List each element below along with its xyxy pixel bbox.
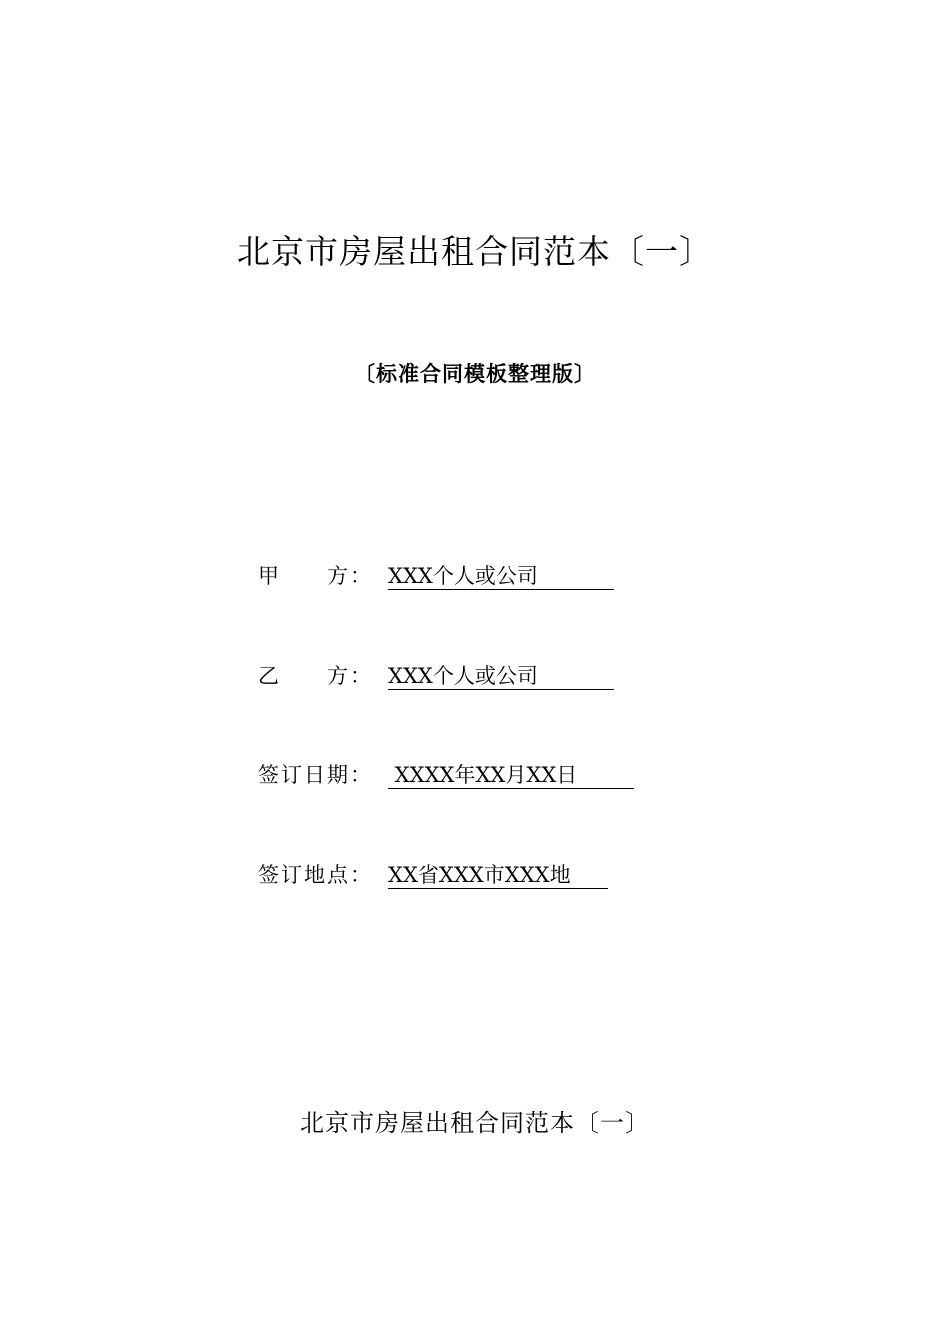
footer-title: 北京市房屋出租合同范本〔一〕: [300, 1109, 650, 1137]
party-a-value: XXX个人或公司: [388, 563, 614, 590]
party-b-value: XXX个人或公司: [388, 663, 614, 690]
sign-date-value: XXXX年XX月XX日: [388, 762, 634, 789]
sign-date-field: [258, 757, 634, 793]
party-b-label: 乙 方：: [258, 664, 373, 688]
party-a-field: [258, 558, 614, 594]
sign-place-field: [258, 857, 608, 893]
document-title: 北京市房屋出租合同范本〔一〕: [237, 232, 713, 271]
sign-date-label: 签订日期：: [258, 763, 373, 787]
sign-place-value: XX省XXX市XXX地: [388, 862, 608, 889]
party-a-label: 甲 方：: [258, 564, 373, 588]
document-subtitle: 〔标准合同模板整理版〕: [354, 361, 596, 386]
sign-place-label: 签订地点：: [258, 863, 373, 887]
party-b-field: [258, 658, 614, 694]
